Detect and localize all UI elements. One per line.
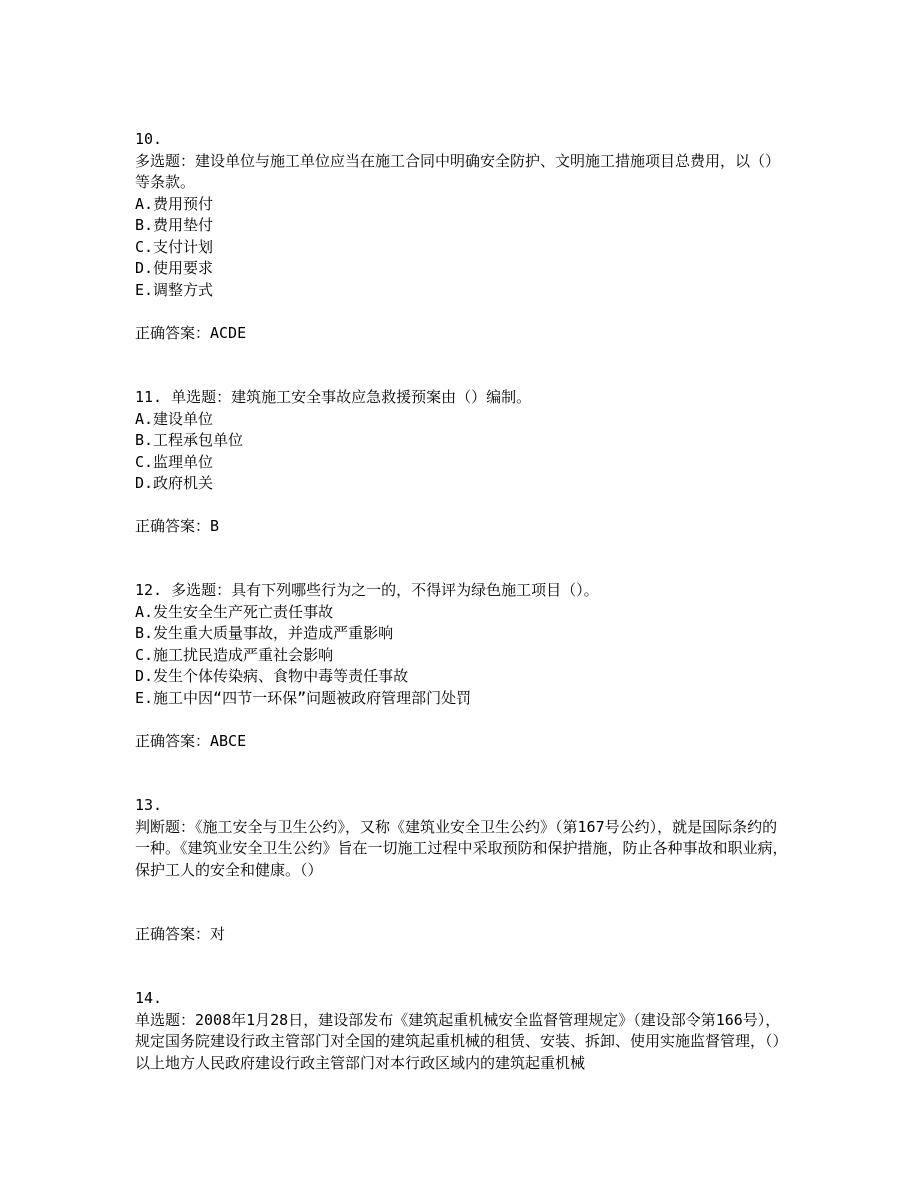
question-number: 13. (135, 796, 163, 814)
question-number: 14. (135, 989, 163, 1007)
question-11 (135, 387, 790, 495)
question-stem: 12. 多选题：具有下列哪些行为之一的，不得评为绿色施工项目（）。 (135, 581, 599, 599)
option-c: C.支付计划 (135, 237, 214, 256)
answer-12: 正确答案：ABCE (135, 732, 247, 750)
question-stem: 判断题：《施工安全与卫生公约》，又称《建筑业安全卫生公约》（第167号公约），就是国际条约的一种。《建筑业安全卫生公约》旨在一切施工过程中采取预防和保护措施，防止各种事故和职业病，保护工人的安全和健康。（） (135, 817, 788, 879)
option-d: D.发生个体传染病、食物中毒等责任事故 (135, 667, 409, 685)
question-10 (135, 129, 790, 301)
answer-13: 正确答案：对 (135, 925, 226, 943)
option-e: E.调整方式 (135, 280, 214, 299)
option-a: A.费用预付 (135, 194, 214, 213)
answer-10: 正确答案：ACDE (135, 324, 247, 342)
question-stem: 多选题：建设单位与施工单位应当在施工合同中明确安全防护、文明施工措施项目总费用，以（）等条款。 (135, 151, 781, 191)
answer-11: 正确答案：B (135, 517, 220, 535)
question-number: 10. (135, 130, 163, 148)
option-b: B.费用垫付 (135, 216, 214, 234)
option-b: B.发生重大质量事故，并造成严重影响 (135, 624, 394, 642)
option-a: A.建设单位 (135, 409, 214, 428)
question-13 (135, 795, 790, 881)
option-b: B.工程承包单位 (135, 431, 244, 449)
question-12 (135, 580, 790, 709)
option-a: A.发生安全生产死亡责任事故 (135, 602, 334, 621)
option-c: C.施工扰民造成严重社会影响 (135, 645, 334, 664)
question-14 (135, 988, 790, 1074)
option-c: C.监理单位 (135, 452, 214, 471)
question-stem: 单选题：2008年1月28日，建设部发布《建筑起重机械安全监督管理规定》（建设部令第166号），规定国务院建设行政主管部门对全国的建筑起重机械的租赁、安装、拆卸、使用实施监督管理，（）以上地方人民政府建设行政主管部门对本行政区域内的建筑起重机械 (135, 1010, 788, 1072)
option-d: D.使用要求 (135, 259, 214, 277)
option-d: D.政府机关 (135, 474, 214, 492)
question-stem: 11. 单选题：建筑施工安全事故应急救援预案由（）编制。 (135, 388, 532, 406)
option-e: E.施工中因“四节一环保”问题被政府管理部门处罚 (135, 688, 472, 707)
